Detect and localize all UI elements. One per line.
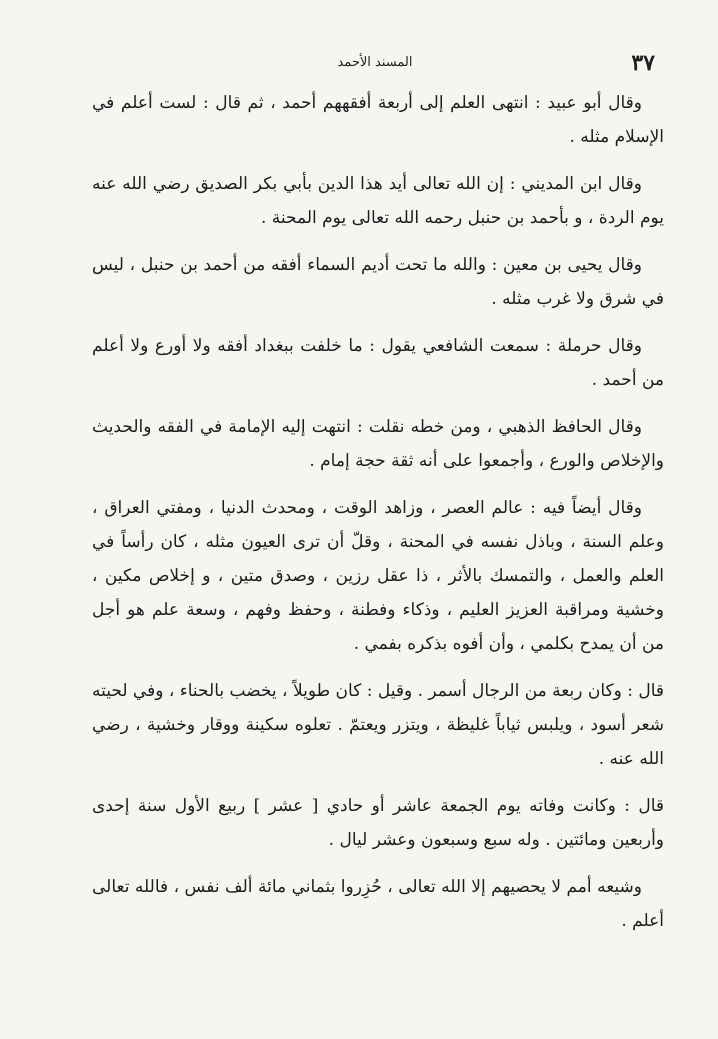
- paragraph-harmala: وقال حرملة : سمعت الشافعي يقول : ما خلفت ببغداد أفقه ولا أورع ولا أعلم من أحمد .: [92, 336, 664, 390]
- paragraph-yahya-ibn-main: وقال يحيى بن معين : والله ما تحت أديم السماء أفقه من أحمد بن حنبل ، ليس في شرق ولا غرب مثله .: [92, 255, 664, 309]
- body-text: [92, 86, 664, 938]
- paragraph-al-dhahabi: وقال الحافظ الذهبي ، ومن خطه نقلت : انتهت إليه الإمامة في الفقه والحديث والإخلاص والورع ، وأجمعوا على أنه ثقة حجة إمام .: [92, 417, 664, 471]
- paragraph-description: قال : وكان ربعة من الرجال أسمر . وقيل : كان طويلاً ، يخضب بالحناء ، وفي لحيته شعر أسود ، ويلبس ثياباً غليظة ، ويتزر ويعتمّ . تعلوه سكينة ووقار وخشية ، رضي الله عنه .: [92, 681, 664, 769]
- page-header: [95, 50, 655, 80]
- paragraph-al-dhahabi-praise: وقال أيضاً فيه : عالم العصر ، وزاهد الوقت ، ومحدث الدنيا ، ومفتي العراق ، وعلم السنة ، وباذل نفسه في المحنة ، وقلّ أن ترى العيون مثله ، كان رأساً في العلم والعمل ، والتمسك بالأثر ، ذا عقل رزين ، وصدق متين ، و إخلاص مكين ، وخشية ومراقبة العزيز العليم ، وذكاء وفطنة ، وحفظ وفهم ، وسعة علم هو أجل من أن يمدح بكلمي ، وأن أفوه بذكره بفمي .: [92, 498, 664, 654]
- paragraph-ibn-al-madini: وقال ابن المديني : إن الله تعالى أيد هذا الدين بأبي بكر الصديق رضي الله عنه يوم الردة ، و بأحمد بن حنبل رحمه الله تعالى يوم المحنة .: [92, 174, 664, 228]
- page-number: ٣٧: [631, 50, 655, 76]
- paragraph-death: قال : وكانت وفاته يوم الجمعة عاشر أو حادي [ عشر ] ربيع الأول سنة إحدى وأربعين ومائتين . وله سبع وسبعون وعشر ليال .: [92, 796, 664, 850]
- paragraph-abu-ubaid: وقال أبو عبيد : انتهى العلم إلى أربعة أفقههم أحمد ، ثم قال : لست أعلم في الإسلام مثله .: [92, 93, 664, 147]
- paragraph-funeral: وشيعه أمم لا يحصيهم إلا الله تعالى ، حُزِروا بثماني مائة ألف نفس ، فالله تعالى أعلم .: [92, 877, 664, 931]
- running-title: المسند الأحمد: [337, 55, 413, 70]
